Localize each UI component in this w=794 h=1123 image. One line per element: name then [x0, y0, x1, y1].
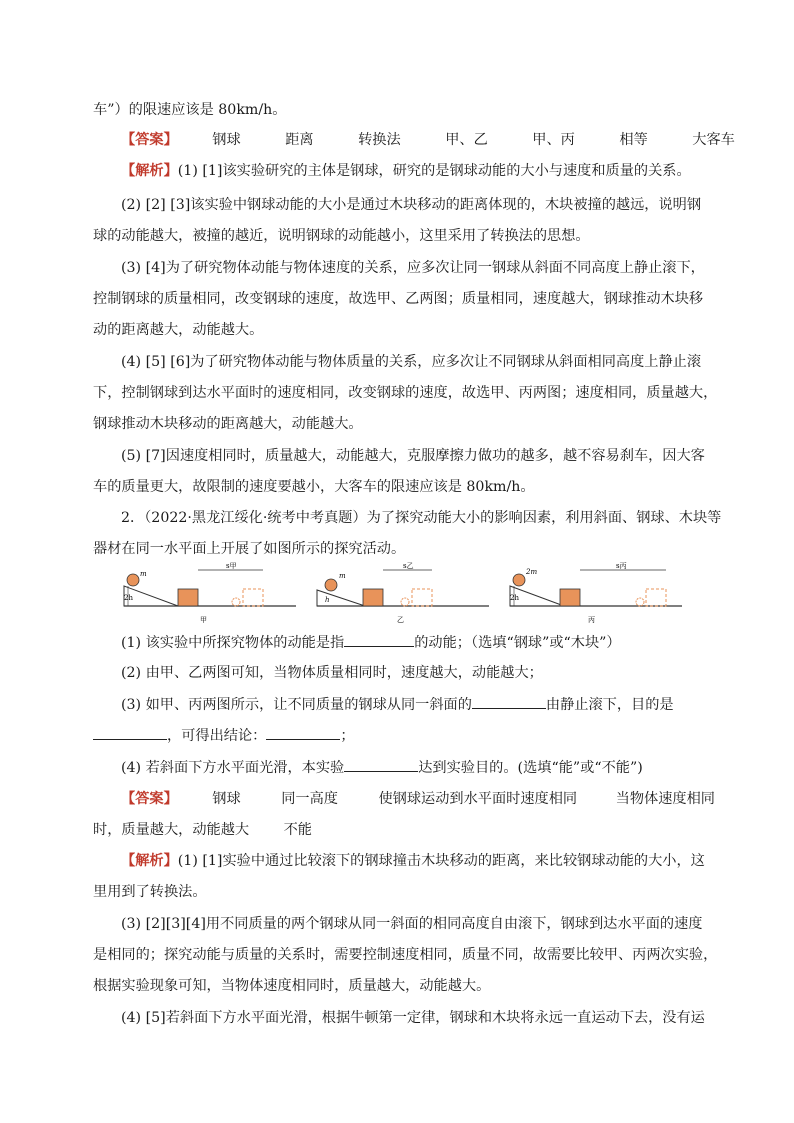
height-label: 2h — [510, 594, 519, 602]
text-line: 器材在同一水平面上开展了如图所示的探究活动。 — [93, 541, 406, 557]
question-text: ，可得出结论： — [167, 728, 267, 744]
block-end — [243, 589, 263, 606]
experiment-figure — [118, 560, 718, 628]
height-label: 2h — [124, 594, 133, 602]
ball — [127, 574, 139, 586]
answer-tag: 【答案】 — [121, 791, 178, 807]
distance-label: s乙 — [403, 562, 414, 570]
text-line: 球的动能越大，被撞的越近，说明钢球的动能越小，这里采用了转换法的思想。 — [93, 228, 590, 244]
answer-item: 时，质量越大，动能越大 — [93, 822, 250, 838]
text-line: (3) [4]为了研究物体动能与物体速度的关系，应多次让同一钢球从斜面不同高度上静止滚下， — [121, 260, 705, 276]
text-line: 里用到了转换法。 — [93, 884, 207, 900]
question-line-4 — [121, 757, 643, 778]
text-line: 车”）的限速应该是 80km/h。 — [93, 102, 287, 118]
answer-item: 相等 — [619, 132, 648, 148]
panel-caption: 丙 — [588, 616, 595, 624]
mass-label: 2m — [526, 568, 538, 576]
text-line: (3) [2][3][4]用不同质量的两个钢球从同一斜面的相同高度自由滚下，钢球到达水平面的速度 — [121, 916, 703, 932]
answer-blank[interactable] — [93, 725, 167, 740]
text-line: 车的质量更大，故限制的速度要越小，大客车的限速应该是 80km/h。 — [93, 479, 535, 495]
ball-end — [232, 598, 240, 606]
distance-label: s丙 — [616, 562, 627, 570]
question-line-3b — [93, 725, 355, 746]
question-text: ； — [340, 728, 355, 744]
answer-tag: 【答案】 — [121, 132, 178, 148]
mass-label: m — [339, 572, 346, 580]
ball-end — [636, 598, 644, 606]
analysis-tag: 【解析】 — [121, 163, 178, 179]
question-line-3 — [121, 694, 674, 715]
analysis-line — [121, 161, 691, 181]
answer-item: 甲、乙 — [445, 132, 488, 148]
question-text: (3) 如甲、丙两图所示，让不同质量的钢球从同一斜面的 — [121, 697, 472, 713]
block-start — [178, 589, 198, 606]
text-line: (4) [5]若斜面下方水平面光滑，根据牛顿第一定律，钢球和木块将永远一直运动下去，没有运 — [121, 1010, 705, 1026]
answer-blank[interactable] — [266, 725, 340, 740]
question-header: 2．（2022·黑龙江绥化·统考中考真题）为了探究动能大小的影响因素，利用斜面、钢球、木块等 — [121, 510, 722, 526]
ball-end — [401, 598, 409, 606]
text-line: (4) [5] [6]为了研究物体动能与物体质量的关系，应多次让不同钢球从斜面相同高度上静止滚 — [121, 354, 702, 370]
answer-item: 使钢球运动到水平面时速度相同 — [378, 791, 578, 807]
text-line: 动的距离越大，动能越大。 — [93, 322, 264, 338]
panel-jia — [124, 562, 296, 624]
answer-blank[interactable] — [472, 694, 546, 709]
question-text: (4) 若斜面下方水平面光滑，本实验 — [121, 760, 345, 776]
question-text: 的动能；（选填“钢球”或“木块”） — [414, 635, 621, 651]
answer-line-2 — [121, 789, 715, 809]
answer-item: 不能 — [283, 822, 312, 838]
answer-item: 大客车 — [692, 132, 735, 148]
panel-caption: 甲 — [200, 616, 207, 624]
mass-label: m — [140, 570, 147, 578]
analysis-line — [121, 851, 705, 871]
answer-blank[interactable] — [344, 757, 418, 772]
distance-label: s甲 — [226, 562, 237, 570]
answer-line-2b — [93, 820, 312, 840]
text-line: (5) [7]因速度相同时，质量越大，动能越大，克服摩擦力做功的越多，越不容易刹车，因大客 — [121, 448, 705, 464]
block-start — [363, 589, 383, 606]
panel-bing — [510, 562, 682, 624]
block-end — [412, 589, 432, 606]
text-line: 钢球推动木块移动的距离越大，动能越大。 — [93, 416, 363, 432]
block-end — [646, 589, 666, 606]
ball — [325, 579, 337, 591]
analysis-tag: 【解析】 — [121, 853, 178, 869]
text-line: 下，控制钢球到达水平面时的速度相同，改变钢球的速度，故选甲、丙两图；速度相同，质量越大， — [93, 385, 718, 401]
panel-yi — [317, 562, 489, 624]
answer-item: 钢球 — [212, 132, 241, 148]
height-label: h — [325, 596, 330, 604]
question-text: 达到实验目的。(选填“能”或“不能”) — [418, 760, 643, 776]
answer-item: 甲、丙 — [532, 132, 575, 148]
answer-item: 当物体速度相同 — [615, 791, 715, 807]
answer-blank[interactable] — [344, 632, 414, 647]
text-line: 是相同的；探究动能与质量的关系时，需要控制速度相同，质量不同，故需要比较甲、丙两次实验， — [93, 947, 718, 963]
answer-line-1 — [121, 130, 735, 150]
answer-item: 钢球 — [212, 791, 241, 807]
answer-item: 同一高度 — [281, 791, 338, 807]
ball — [513, 574, 525, 586]
question-text: 由静止滚下，目的是 — [545, 697, 674, 713]
question-line-1 — [121, 632, 621, 653]
analysis-text: (1) [1]该实验研究的主体是钢球，研究的是钢球动能的大小与速度和质量的关系。 — [177, 163, 691, 179]
text-line: 控制钢球的质量相同，改变钢球的速度，故选甲、乙两图；质量相同，速度越大，钢球推动木块移 — [93, 291, 704, 307]
block-start — [560, 589, 580, 606]
question-line-2: (2) 由甲、乙两图可知，当物体质量相同时，速度越大，动能越大； — [121, 665, 543, 681]
panel-caption: 乙 — [397, 616, 404, 624]
answer-item: 距离 — [285, 132, 314, 148]
question-text: (1) 该实验中所探究物体的动能是指 — [121, 635, 345, 651]
text-line: 根据实验现象可知，当物体速度相同时，质量越大，动能越大。 — [93, 978, 491, 994]
analysis-text: (1) [1]实验中通过比较滚下的钢球撞击木块移动的距离，来比较钢球动能的大小，这 — [177, 853, 705, 869]
answer-item: 转换法 — [358, 132, 401, 148]
text-line: (2) [2] [3]该实验中钢球动能的大小是通过木块移动的距离体现的，木块被撞的越远，说明钢 — [121, 197, 702, 213]
